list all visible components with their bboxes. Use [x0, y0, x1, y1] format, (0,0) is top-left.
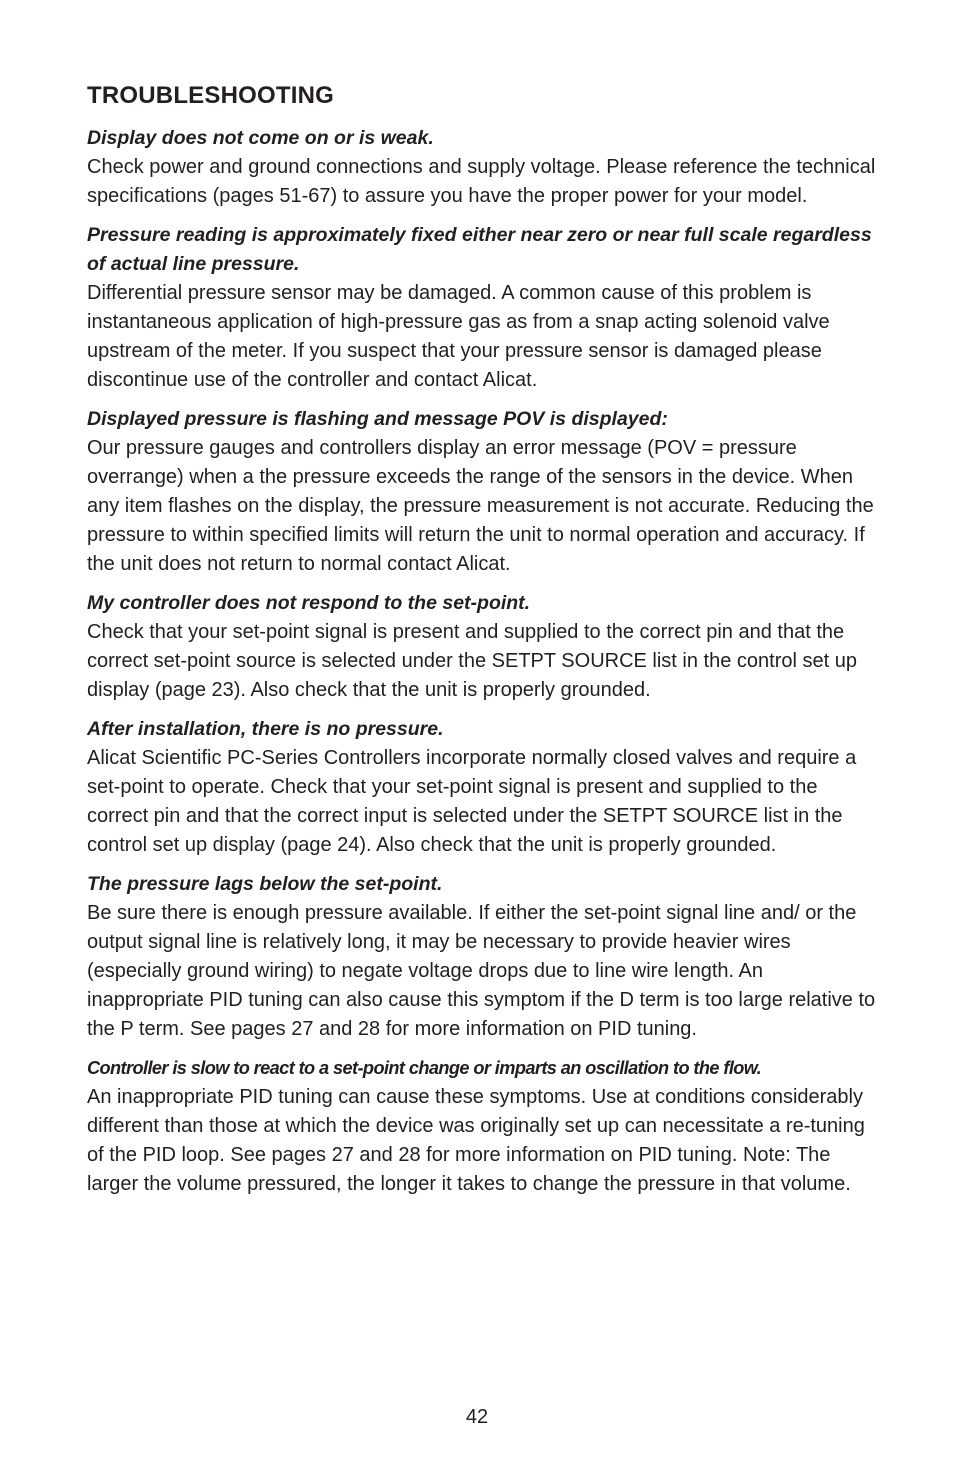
- problem-heading: Pressure reading is approximately fixed either near zero or near full scale regardless of actual line pressure.: [87, 224, 872, 275]
- troubleshooting-item: [87, 589, 877, 705]
- document-page: [87, 82, 877, 1209]
- page-title: TROUBLESHOOTING: [87, 82, 334, 109]
- troubleshooting-item: [87, 221, 877, 395]
- problem-heading: My controller does not respond to the set-point.: [87, 592, 531, 614]
- problem-heading: Controller is slow to react to a set-point change or imparts an oscillation to the flow.: [87, 1058, 762, 1078]
- solution-text: Our pressure gauges and controllers display an error message (POV = pressure overrange) when a the pressure exceeds the range of the sensors in the device. When any item flashes on the display, the pressure measurement is not accurate. Reducing the pressure to within specified limits will return the unit to normal operation and accuracy. If the unit does not return to normal contact Alicat.: [87, 437, 874, 575]
- troubleshooting-item: [87, 1054, 877, 1199]
- solution-text: Check power and ground connections and supply voltage. Please reference the technical specifications (pages 51-67) to assure you have the proper power for your model.: [87, 156, 876, 207]
- page-number: 42: [465, 1406, 489, 1428]
- solution-text: Be sure there is enough pressure available. If either the set-point signal line and/ or the output signal line is relatively long, it may be necessary to provide heavier wires (especially ground wiring) to negate voltage drops due to line wire length. An inappropriate PID tuning can also cause this symptom if the D term is too large relative to the P term. See pages 27 and 28 for more information on PID tuning.: [87, 902, 876, 1040]
- troubleshooting-item: [87, 870, 877, 1044]
- problem-heading: Display does not come on or is weak.: [87, 127, 434, 149]
- troubleshooting-item: [87, 124, 877, 211]
- troubleshooting-item: [87, 715, 877, 860]
- problem-heading: Displayed pressure is flashing and message POV is displayed:: [87, 408, 668, 430]
- solution-text: An inappropriate PID tuning can cause these symptoms. Use at conditions considerably different than those at which the device was originally set up can necessitate a re-tuning of the PID loop. See pages 27 and 28 for more information on PID tuning. Note: The larger the volume pressured, the longer it takes to change the pressure in that volume.: [87, 1086, 865, 1195]
- solution-text: Check that your set-point signal is present and supplied to the correct pin and that the correct set-point source is selected under the SETPT SOURCE list in the control set up display (page 23). Also check that the unit is properly grounded.: [87, 621, 857, 701]
- problem-heading: The pressure lags below the set-point.: [87, 873, 443, 895]
- problem-heading: After installation, there is no pressure.: [87, 718, 444, 740]
- troubleshooting-item: [87, 405, 877, 579]
- solution-text: Differential pressure sensor may be damaged. A common cause of this problem is instantaneous application of high-pressure gas as from a snap acting solenoid valve upstream of the meter. If you suspect that your pressure sensor is damaged please discontinue use of the controller and contact Alicat.: [87, 282, 830, 391]
- solution-text: Alicat Scientific PC-Series Controllers incorporate normally closed valves and require a set-point to operate. Check that your set-point signal is present and supplied to the correct pin and that the correct input is selected under the SETPT SOURCE list in the control set up display (page 24). Also check that the unit is properly grounded.: [87, 747, 857, 856]
